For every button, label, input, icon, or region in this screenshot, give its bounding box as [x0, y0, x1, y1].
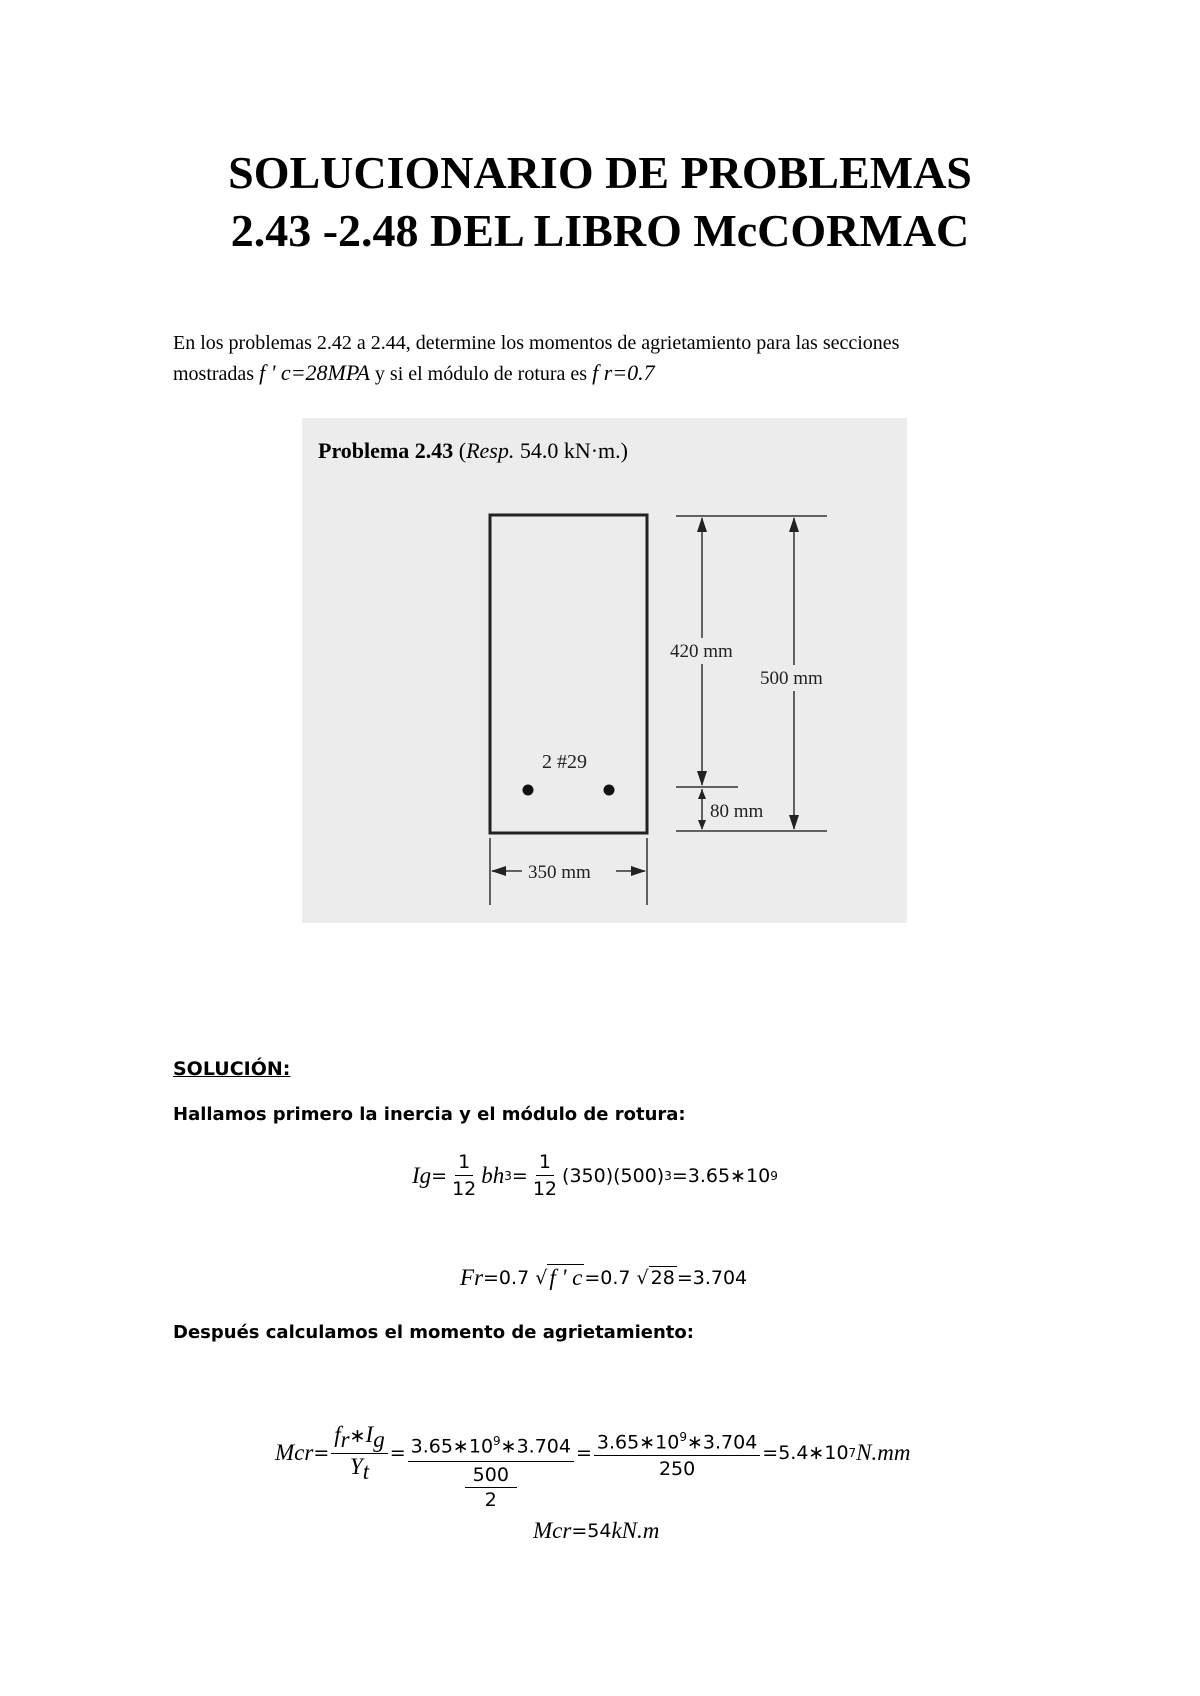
intro-line-1: En los problemas 2.42 a 2.44, determine los momentos de agrietamiento para las secciones [173, 332, 900, 354]
equation-cracking-moment: M cr = $\frac{f_r∗I_g}{Y_t}$ = $\frac{3.65∗10^9∗3.704}{\frac{500}{2}}$ = $\frac{3.65∗10^9∗3.704}{250}$ =5.4∗10 7 N.mm [275, 1421, 911, 1512]
rebar-right [604, 785, 615, 796]
rebar-label: 2 #29 [542, 751, 587, 773]
equation-inertia: I g = $\frac{1}{12}$ bh 3 = $\frac{1}{12}$ (350)(500) 3 =3.65∗10 9 [412, 1151, 778, 1200]
equation-rupture-modulus: F r =0.7 √ f ' c =0.7 √ 28 =3.704 [460, 1264, 748, 1290]
dim-420-arrow-top [697, 517, 707, 532]
intro-line-2 [173, 358, 1053, 389]
fr-value: =0.7 [612, 360, 655, 385]
solution-heading: SOLUCIÓN: [173, 1058, 291, 1080]
beam-section-figure [302, 418, 907, 923]
fc-value: =28MPA [290, 360, 370, 385]
beam-section-outline [490, 515, 647, 833]
dim-80-arrow-bottom [698, 820, 706, 830]
step-2-text: Después calculamos el momento de agrietamiento: [173, 1322, 694, 1343]
intro-mostradas: mostradas [173, 363, 255, 385]
dim-350-label: 350 mm [528, 862, 591, 883]
page-title [0, 144, 1200, 260]
step-1-text: Hallamos primero la inercia y el módulo de rotura: [173, 1104, 686, 1125]
title-line-1: SOLUCIONARIO DE PROBLEMAS [228, 147, 972, 198]
dim-80-arrow-top [698, 789, 706, 799]
dim-500-label: 500 mm [760, 668, 823, 689]
title-line-2: 2.43 -2.48 DEL LIBRO McCORMAC [230, 205, 970, 256]
dim-420-label: 420 mm [670, 641, 733, 662]
dim-420-arrow-bottom [697, 771, 707, 786]
equation-result: M cr =54 kN.m [533, 1518, 660, 1543]
problem-statement [173, 328, 1053, 389]
figure-heading: Problema 2.43 (Resp. 54.0 kN·m.) [318, 438, 628, 463]
intro-modulo: y si el módulo de rotura es [374, 363, 588, 385]
dim-350-arrow-right [631, 866, 646, 876]
dim-80-label: 80 mm [710, 801, 764, 822]
dim-500-arrow-bottom [789, 815, 799, 830]
dim-500-arrow-top [789, 517, 799, 532]
fr-symbol: f r [592, 360, 613, 385]
dim-350-arrow-left [491, 866, 506, 876]
rebar-left [523, 785, 534, 796]
fc-symbol: f ' c [259, 360, 291, 385]
